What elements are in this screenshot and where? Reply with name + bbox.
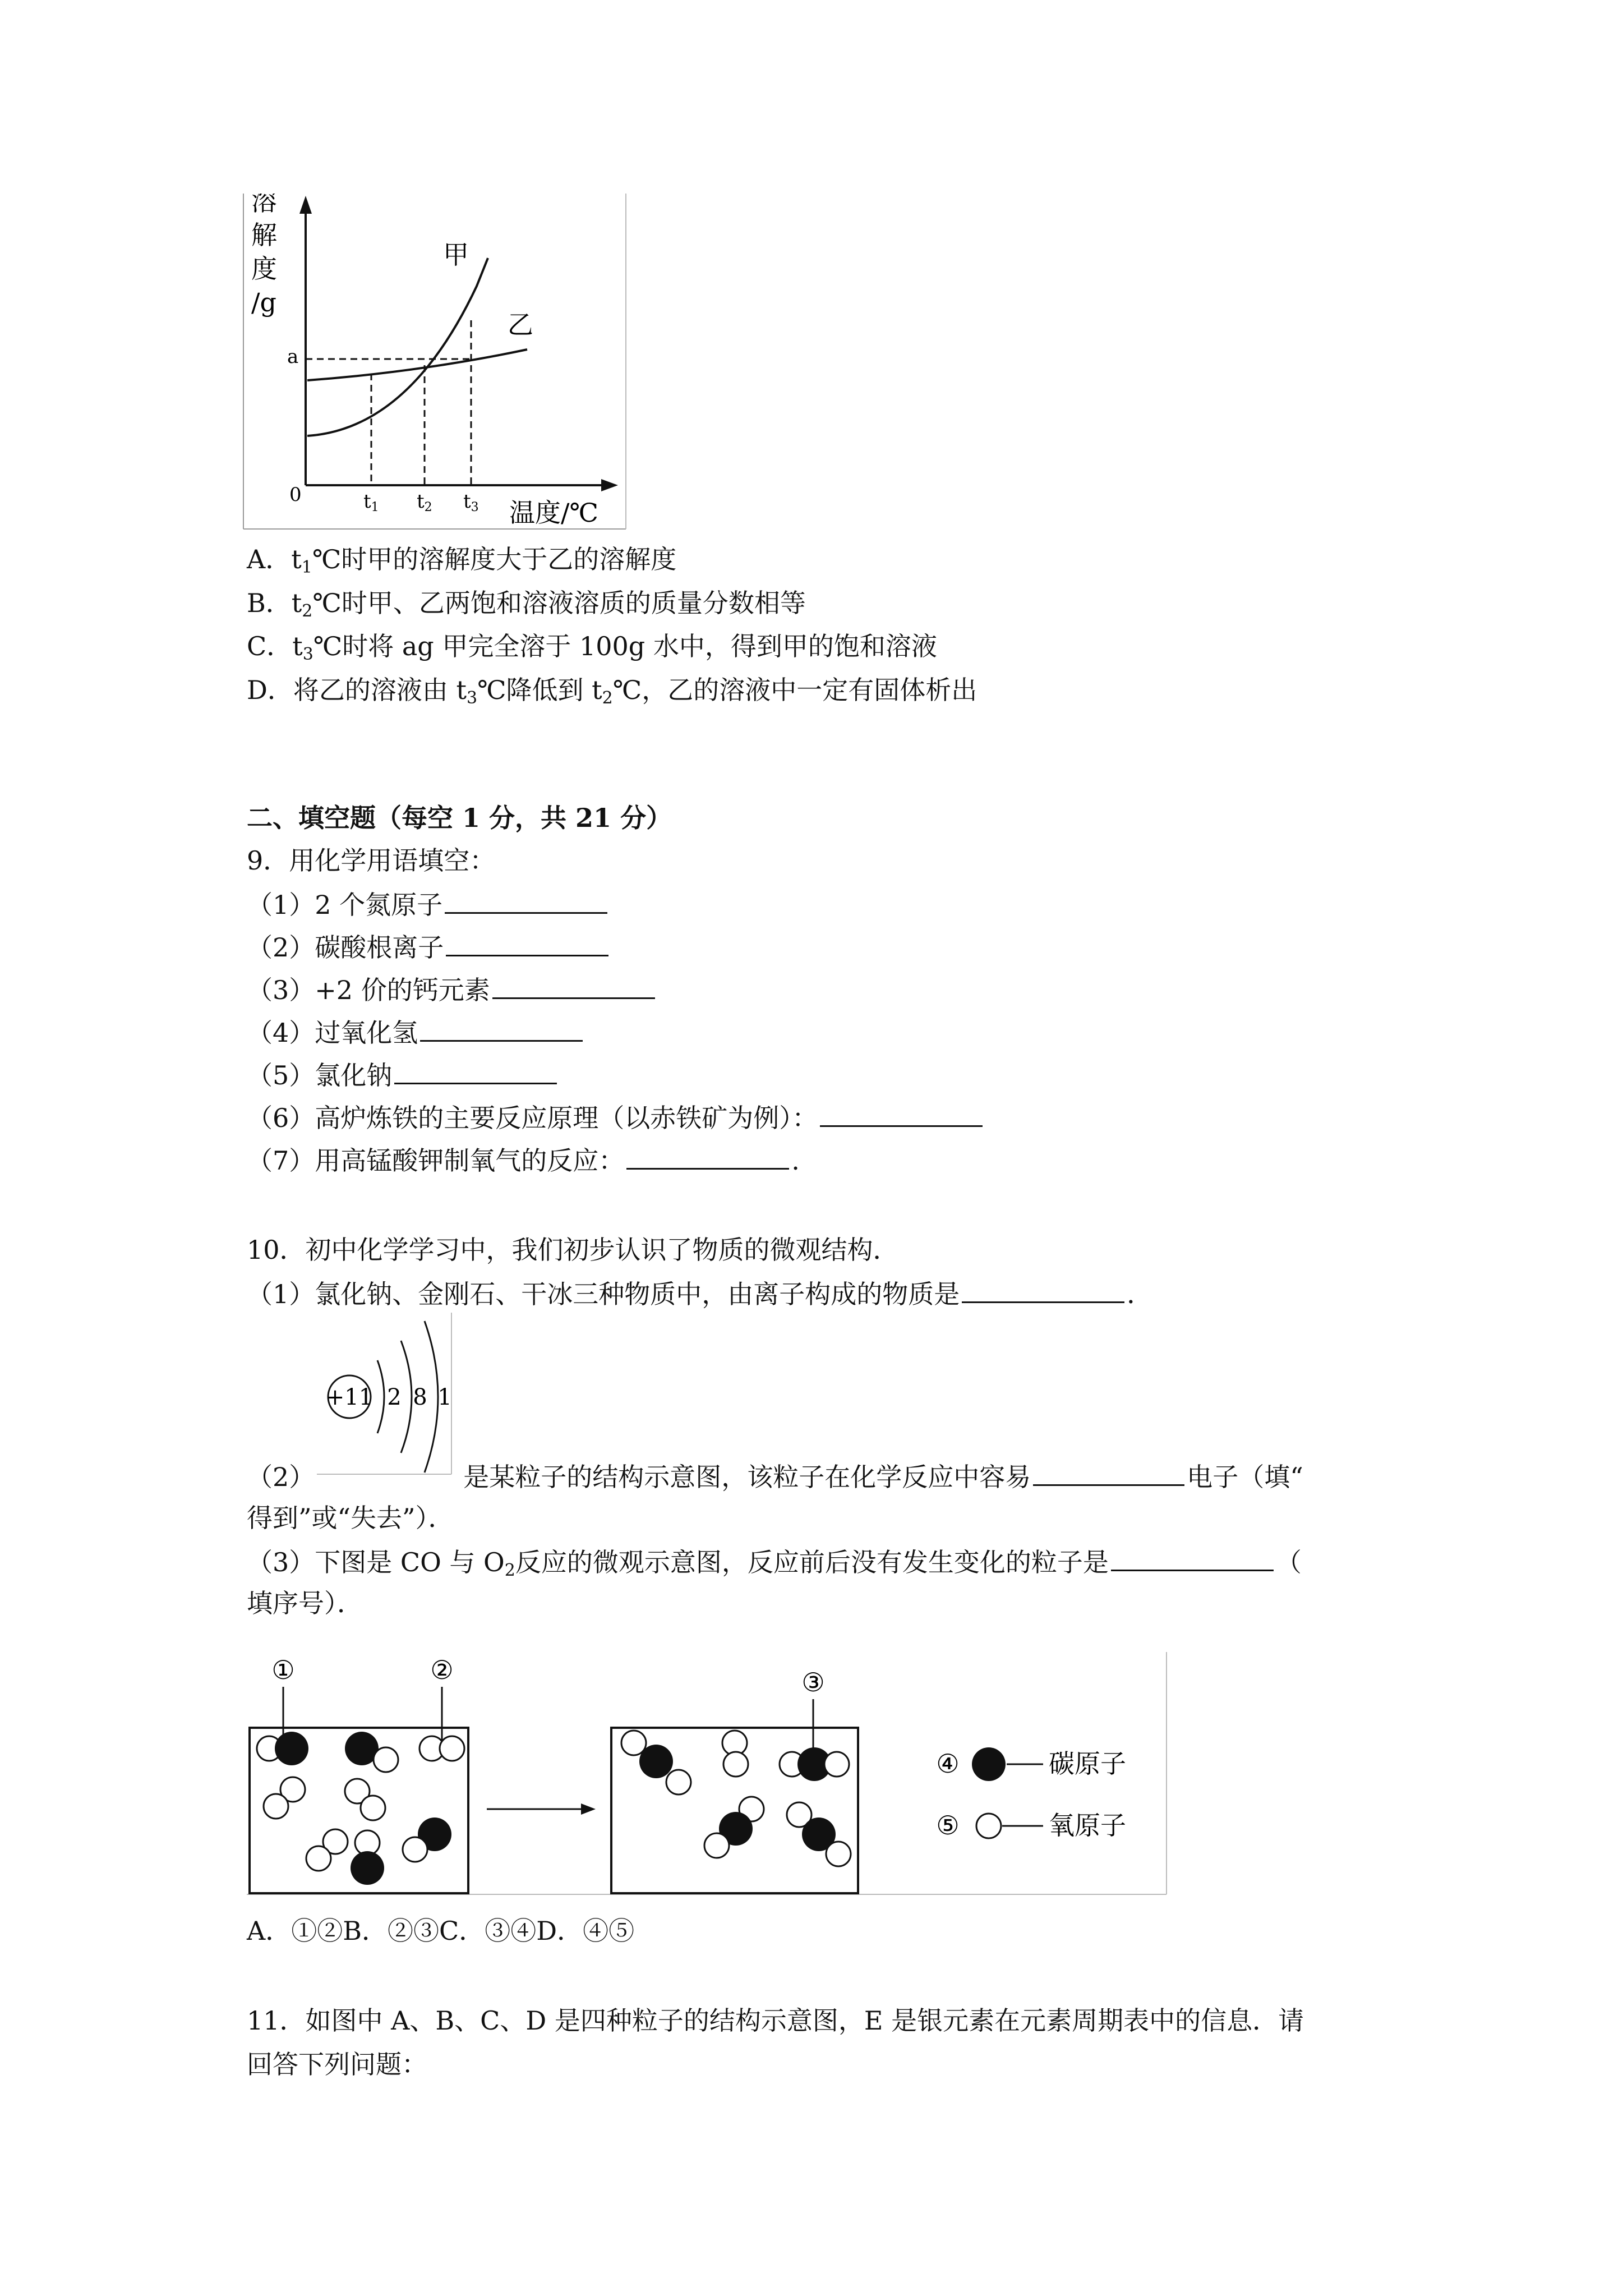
section-2-title: 二、填空题（每空 1 分，共 21 分） <box>247 803 672 833</box>
answer-blank[interactable] <box>445 886 607 914</box>
q9-item-5: （5）氯化钠 <box>247 1057 559 1092</box>
answer-blank[interactable] <box>492 972 655 999</box>
x-axis-label: 温度/℃ <box>509 498 598 528</box>
answer-blank[interactable] <box>1033 1458 1184 1486</box>
nucleus-charge: +11 <box>325 1384 374 1410</box>
answer-blank[interactable] <box>1111 1544 1274 1571</box>
answer-blank[interactable] <box>820 1099 983 1127</box>
answer-blank[interactable] <box>626 1142 789 1170</box>
curve-yi-label: 乙 <box>508 310 533 340</box>
legend-carbon-label: 碳原子 <box>1049 1749 1126 1779</box>
oxygen-atom <box>621 1731 646 1755</box>
q10-part-3: （3）下图是 CO 与 $O_2$反应的微观示意图，反应前后没有发生变化的粒子是 （ <box>247 1544 1302 1579</box>
origin-label: 0 <box>289 484 302 506</box>
q9-item-7: （7）用高锰酸钾制氧气的反应： . <box>247 1142 800 1177</box>
q8-option-a: A．$t_1℃$时甲的溶解度大于乙的溶解度 <box>247 544 677 577</box>
atom-structure-diagram <box>317 1313 465 1475</box>
q9-item-2: （2）碳酸根离子 <box>247 929 611 964</box>
carbon-atom <box>351 1851 384 1885</box>
carbon-atom <box>639 1745 673 1778</box>
oxygen-atom <box>704 1833 729 1858</box>
answer-blank[interactable] <box>394 1057 557 1084</box>
x-axis-arrow <box>601 479 618 491</box>
marker-1: ① <box>271 1655 295 1685</box>
curve-yi <box>307 349 527 380</box>
q10-part-3-cont: 填序号）． <box>247 1588 363 1618</box>
curve-jia-label: 甲 <box>443 240 469 270</box>
solubility-graph <box>241 194 628 530</box>
marker-4: ④ <box>936 1749 960 1779</box>
q9-stem: 9．用化学用语填空： <box>247 845 496 876</box>
oxygen-atom <box>264 1794 288 1819</box>
t1-label: t1 <box>363 490 379 514</box>
oxygen-atom <box>666 1770 691 1795</box>
y-axis-arrow <box>299 196 312 214</box>
answer-blank[interactable] <box>962 1276 1124 1303</box>
oxygen-atom <box>306 1846 331 1871</box>
oxygen-atom <box>374 1747 398 1772</box>
q10-stem: 10．初中化学学习中，我们初步认识了物质的微观结构． <box>247 1235 899 1265</box>
q11-line-1: 11．如图中 A、B、C、D 是四种粒子的结构示意图，E 是银元素在元素周期表中的信息．请 <box>247 2005 1304 2036</box>
q10-part-2-cont: 得到”或“失去”）． <box>247 1503 454 1533</box>
q10-options: A．①②B．②③C．③④D．④⑤ <box>247 1916 635 1946</box>
legend-oxygen-label: 氧原子 <box>1049 1810 1126 1841</box>
q9-item-6: （6）高炉炼铁的主要反应原理（以赤铁矿为例）： <box>247 1099 985 1135</box>
oxygen-atom <box>824 1752 849 1777</box>
y-label-1: 溶 <box>251 194 277 217</box>
q8-option-b: B．$t_2℃$时甲、乙两饱和溶液溶质的质量分数相等 <box>247 588 806 621</box>
q8-option-c: C．$t_3℃$时将 ag 甲完全溶于 100g 水中，得到甲的饱和溶液 <box>247 631 937 664</box>
y-label-2: 解 <box>251 220 277 250</box>
q10-part-2: （2） 是某粒子的结构示意图，该粒子在化学反应中容易 电子（填“ <box>247 1458 1303 1494</box>
marker-3: ③ <box>801 1667 825 1697</box>
q11-line-2: 回答下列问题： <box>247 2049 427 2079</box>
shell-3-count: 1 <box>437 1384 452 1410</box>
answer-blank[interactable] <box>420 1014 583 1042</box>
oxygen-atom <box>361 1796 385 1820</box>
q9-item-3: （3）+2 价的钙元素 <box>247 972 657 1007</box>
legend-carbon-atom <box>972 1747 1006 1781</box>
answer-blank[interactable] <box>446 929 608 956</box>
shell-2-count: 8 <box>413 1384 427 1410</box>
legend-oxygen-atom <box>976 1814 1001 1838</box>
oxygen-atom <box>723 1752 748 1777</box>
reaction-diagram <box>247 1652 1172 1899</box>
a-label: a <box>287 346 299 368</box>
marker-2: ② <box>430 1655 454 1685</box>
oxygen-atom <box>440 1736 464 1761</box>
marker-5: ⑤ <box>936 1810 960 1841</box>
shell-1-count: 2 <box>387 1384 402 1410</box>
curve-jia <box>307 258 488 436</box>
q8-option-d: D．将乙的溶液由 $t_3℃$降低到 $t_2℃$，乙的溶液中一定有固体析出 <box>247 675 978 708</box>
t3-label: t3 <box>463 490 479 514</box>
oxygen-atom <box>826 1842 851 1866</box>
y-label-4: /g <box>251 287 276 318</box>
t2-label: t2 <box>417 490 432 514</box>
q9-item-4: （4）过氧化氢 <box>247 1014 585 1050</box>
carbon-atom <box>275 1732 308 1765</box>
oxygen-atom <box>403 1837 427 1862</box>
y-label-3: 度 <box>251 254 277 284</box>
q9-item-1: （1）2 个氮原子 <box>247 886 610 922</box>
q10-part-1: （1）氯化钠、金刚石、干冰三种物质中，由离子构成的物质是 ． <box>247 1276 1152 1311</box>
